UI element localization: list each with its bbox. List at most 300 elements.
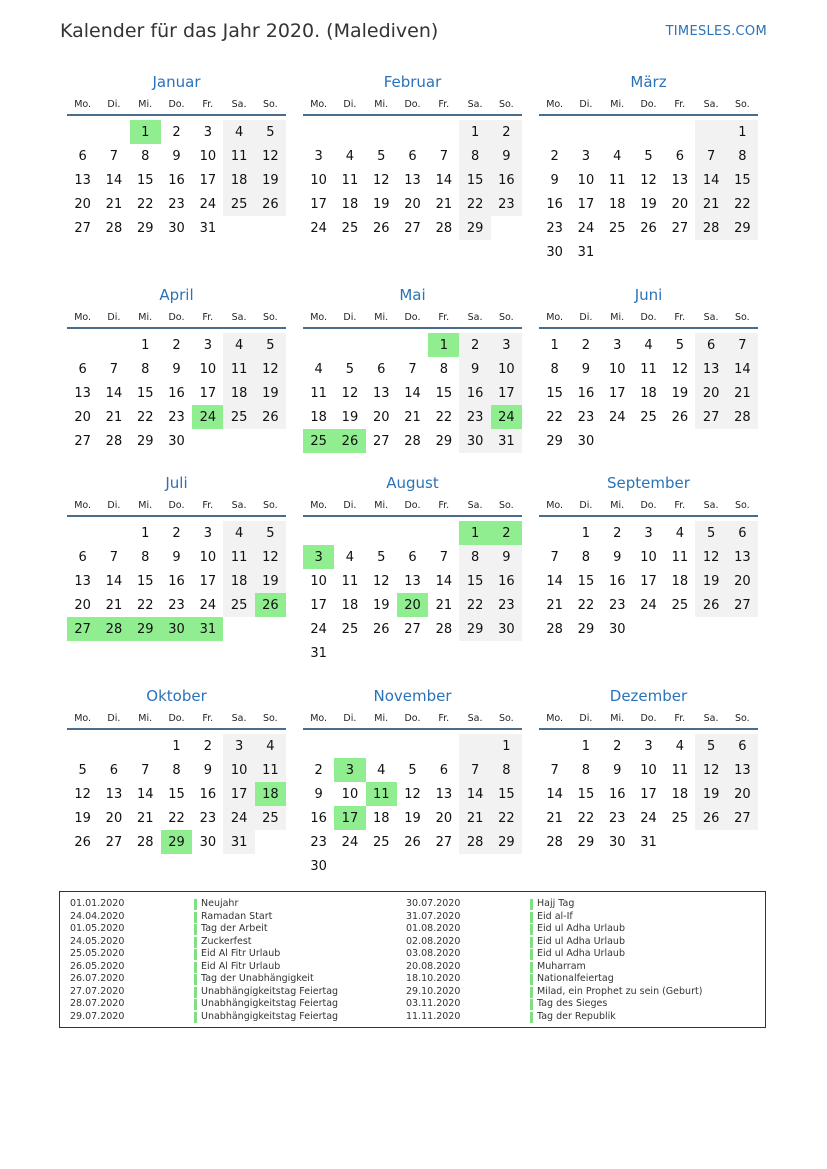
day-cell: 3: [203, 124, 212, 140]
legend-holiday-name: Eid al-If: [537, 910, 573, 922]
day-cell: 16: [491, 569, 522, 593]
weekday-label: Fr.: [438, 500, 450, 511]
month-dezember: [539, 686, 758, 854]
day-cell: 7: [439, 549, 448, 565]
legend-date: 26.05.2020: [70, 960, 125, 972]
day-cell: 22: [577, 810, 595, 826]
day-cell: 5: [255, 120, 286, 144]
day-cell: 14: [459, 782, 490, 806]
empty-cell: [303, 521, 334, 545]
day-cell: 21: [404, 409, 421, 425]
day-cell: 3: [203, 525, 212, 541]
empty-cell: [428, 120, 459, 144]
day-cell: 22: [136, 409, 154, 425]
holiday-day-cell: 24: [192, 405, 223, 429]
holiday-day-cell: 1: [130, 120, 161, 144]
day-cell: 23: [459, 405, 490, 429]
day-cell: 14: [695, 168, 726, 192]
month-september: [539, 473, 758, 641]
weekday-label: Mi.: [138, 500, 153, 511]
day-cell: 17: [640, 786, 657, 802]
day-cell: 20: [404, 196, 421, 212]
day-cell: 8: [141, 549, 150, 565]
weekday-label: Di.: [107, 312, 121, 323]
legend-date: 01.05.2020: [70, 923, 125, 934]
day-cell: 15: [546, 385, 563, 401]
day-grid: [303, 734, 522, 878]
day-cell: 30: [608, 621, 626, 637]
day-cell: 19: [372, 597, 390, 613]
day-cell: 27: [74, 220, 91, 236]
legend-holiday-name: Unabhängigkeitstag Feiertag: [201, 998, 339, 1009]
day-cell: 22: [459, 192, 490, 216]
legend-holiday-name: Nationalfeiertag: [537, 973, 614, 984]
day-cell: 20: [105, 810, 123, 826]
day-cell: 18: [608, 196, 626, 212]
empty-cell: [98, 521, 129, 545]
holiday-day-cell: 30: [161, 617, 192, 641]
weekday-label: Mi.: [138, 99, 153, 110]
weekday-label: Do.: [404, 312, 421, 323]
day-cell: 11: [223, 545, 254, 569]
day-cell: 25: [608, 220, 626, 236]
weekday-label: Do.: [640, 713, 657, 724]
weekday-header: [67, 712, 286, 730]
day-cell: 31: [491, 429, 522, 453]
day-cell: 7: [550, 762, 559, 778]
empty-cell: [633, 120, 664, 144]
legend-holiday-name: Eid ul Adha Urlaub: [537, 935, 625, 947]
day-cell: 13: [404, 172, 421, 188]
day-cell: 10: [199, 361, 217, 377]
day-cell: 5: [675, 337, 684, 353]
day-cell: 27: [372, 433, 390, 449]
day-cell: 11: [341, 573, 359, 589]
day-cell: 29: [136, 220, 154, 236]
legend-date: 24.04.2020: [70, 910, 125, 922]
day-cell: 15: [727, 168, 758, 192]
day-cell: 8: [581, 762, 591, 778]
weekday-header: [539, 712, 758, 730]
day-cell: 18: [310, 409, 327, 425]
day-cell: 22: [727, 192, 758, 216]
day-cell: 7: [109, 148, 119, 164]
day-cell: 27: [695, 405, 726, 429]
weekday-label: Do.: [168, 500, 185, 511]
day-cell: 18: [341, 597, 359, 613]
day-cell: 4: [345, 148, 355, 164]
weekday-label: So.: [734, 500, 750, 511]
day-cell: 4: [675, 525, 684, 541]
day-cell: 27: [105, 834, 123, 850]
day-cell: 1: [491, 734, 522, 758]
day-grid: [539, 333, 758, 453]
weekday-label: Sa.: [703, 312, 719, 323]
day-grid: [303, 333, 522, 453]
day-cell: 17: [608, 385, 626, 401]
day-cell: 27: [671, 220, 689, 236]
day-cell: 2: [581, 337, 591, 353]
weekday-header: [303, 98, 522, 116]
weekday-label: Fr.: [202, 500, 214, 511]
day-cell: 20: [74, 597, 91, 613]
day-cell: 7: [141, 762, 150, 778]
legend-date: 31.07.2020: [406, 910, 461, 922]
day-cell: 12: [74, 786, 91, 802]
weekday-label: Mi.: [610, 713, 625, 724]
day-cell: 17: [310, 196, 327, 212]
legend-date: 24.05.2020: [70, 935, 125, 947]
empty-cell: [303, 333, 334, 357]
empty-cell: [459, 734, 490, 758]
weekday-label: Di.: [107, 99, 121, 110]
legend-holiday-name: Tag der Republik: [537, 1010, 616, 1022]
weekday-label: Fr.: [674, 99, 686, 110]
day-cell: 17: [577, 196, 595, 212]
day-cell: 4: [377, 762, 386, 778]
legend-marker: [194, 899, 197, 910]
legend-date: 29.07.2020: [70, 1010, 125, 1022]
day-cell: 23: [608, 810, 626, 826]
month-name: Dezember: [609, 687, 688, 705]
day-cell: 2: [172, 124, 181, 140]
empty-cell: [334, 120, 365, 144]
weekday-header: [303, 311, 522, 329]
day-cell: 21: [105, 597, 123, 613]
day-cell: 17: [199, 172, 217, 188]
day-cell: 12: [255, 545, 286, 569]
empty-cell: [334, 734, 365, 758]
day-cell: 6: [675, 148, 684, 164]
legend-holiday-name: Tag des Sieges: [537, 998, 608, 1009]
page-title: Kalender für das Jahr 2020. (Malediven): [60, 20, 439, 42]
day-cell: 15: [459, 168, 490, 192]
month-name: Juli: [165, 474, 188, 492]
month-august: [303, 473, 522, 665]
day-cell: 6: [408, 549, 417, 565]
empty-cell: [570, 120, 601, 144]
legend-marker: [194, 974, 197, 985]
weekday-label: Mo.: [310, 500, 328, 511]
day-cell: 3: [644, 738, 653, 754]
day-cell: 29: [459, 617, 490, 641]
weekday-label: So.: [262, 500, 278, 511]
day-grid: [67, 521, 286, 641]
day-cell: 19: [372, 196, 390, 212]
day-cell: 19: [341, 409, 359, 425]
day-cell: 24: [608, 409, 626, 425]
day-cell: 6: [439, 762, 448, 778]
weekday-label: Mo.: [74, 713, 92, 724]
day-cell: 3: [581, 148, 591, 164]
day-cell: 25: [671, 810, 689, 826]
weekday-label: Sa.: [467, 312, 483, 323]
legend-date: 25.05.2020: [70, 948, 125, 959]
weekday-label: Mo.: [74, 312, 92, 323]
day-cell: 4: [345, 549, 355, 565]
day-cell: 16: [491, 168, 522, 192]
day-cell: 19: [695, 569, 726, 593]
day-cell: 28: [727, 405, 758, 429]
day-cell: 1: [550, 337, 559, 353]
day-cell: 10: [341, 786, 359, 802]
month-februar: [303, 72, 522, 240]
brand-link[interactable]: TIMESLES.COM: [665, 24, 767, 39]
day-cell: 3: [613, 337, 622, 353]
day-grid: [539, 734, 758, 854]
day-cell: 20: [435, 810, 453, 826]
day-cell: 3: [491, 333, 522, 357]
day-cell: 13: [727, 758, 758, 782]
day-cell: 18: [223, 168, 254, 192]
weekday-label: Do.: [168, 312, 185, 323]
weekday-label: Fr.: [438, 99, 450, 110]
day-cell: 28: [435, 220, 453, 236]
day-cell: 14: [435, 172, 453, 188]
day-cell: 25: [341, 621, 359, 637]
day-cell: 8: [459, 545, 490, 569]
weekday-label: Mo.: [310, 713, 328, 724]
day-cell: 13: [727, 545, 758, 569]
day-cell: 6: [78, 361, 87, 377]
day-cell: 25: [223, 192, 254, 216]
weekday-label: Sa.: [703, 500, 719, 511]
day-cell: 9: [172, 549, 181, 565]
day-cell: 23: [577, 409, 595, 425]
legend-marker: [194, 1012, 197, 1023]
legend-date: 20.08.2020: [406, 960, 461, 972]
holiday-day-cell: 26: [334, 429, 365, 453]
weekday-label: Sa.: [467, 99, 483, 110]
day-cell: 22: [168, 810, 185, 826]
day-cell: 9: [491, 545, 522, 569]
day-cell: 18: [671, 786, 689, 802]
legend-marker: [194, 987, 197, 998]
day-cell: 27: [74, 433, 91, 449]
day-cell: 4: [255, 734, 286, 758]
day-cell: 18: [671, 573, 689, 589]
weekday-label: So.: [734, 99, 750, 110]
weekday-label: So.: [262, 99, 278, 110]
weekday-label: Di.: [579, 99, 593, 110]
day-cell: 27: [727, 806, 758, 830]
day-cell: 25: [671, 597, 689, 613]
weekday-header: [539, 311, 758, 329]
day-cell: 28: [435, 621, 453, 637]
day-cell: 13: [74, 573, 91, 589]
legend-date: 01.08.2020: [406, 923, 461, 934]
day-cell: 15: [168, 786, 185, 802]
empty-cell: [397, 120, 428, 144]
empty-cell: [428, 521, 459, 545]
day-cell: 23: [168, 409, 185, 425]
day-cell: 7: [727, 333, 758, 357]
day-cell: 23: [168, 196, 185, 212]
day-cell: 8: [141, 361, 150, 377]
day-cell: 21: [136, 810, 154, 826]
day-cell: 31: [223, 830, 254, 854]
day-cell: 31: [577, 244, 595, 260]
day-cell: 20: [372, 409, 390, 425]
day-cell: 30: [608, 834, 626, 850]
legend-holiday-name: Unabhängigkeitstag Feiertag: [201, 985, 339, 997]
month-name: Oktober: [146, 687, 207, 705]
day-cell: 10: [199, 148, 217, 164]
weekday-label: Mi.: [374, 99, 389, 110]
weekday-label: Fr.: [202, 713, 214, 724]
day-cell: 6: [727, 521, 758, 545]
holiday-day-cell: 27: [67, 617, 98, 641]
day-cell: 11: [255, 758, 286, 782]
day-cell: 8: [439, 361, 448, 377]
day-cell: 6: [695, 333, 726, 357]
weekday-label: Di.: [579, 713, 593, 724]
day-cell: 16: [168, 172, 185, 188]
weekday-label: Fr.: [202, 312, 214, 323]
legend-holiday-name: Zuckerfest: [201, 935, 252, 947]
legend-marker: [530, 974, 533, 985]
day-cell: 26: [255, 192, 286, 216]
weekday-label: Do.: [640, 500, 657, 511]
day-cell: 10: [640, 549, 657, 565]
weekday-label: Mo.: [546, 99, 564, 110]
day-cell: 25: [223, 593, 254, 617]
day-cell: 22: [435, 409, 453, 425]
day-cell: 11: [671, 762, 689, 778]
day-cell: 10: [608, 361, 626, 377]
month-märz: [539, 72, 758, 264]
day-grid: [303, 120, 522, 240]
legend-holiday-name: Hajj Tag: [537, 898, 575, 909]
weekday-label: Mo.: [310, 99, 328, 110]
legend-holiday-name: Ramadan Start: [201, 910, 273, 922]
holiday-day-cell: 31: [192, 617, 223, 641]
weekday-header: [67, 98, 286, 116]
weekday-label: Do.: [404, 500, 421, 511]
holiday-day-cell: 18: [255, 782, 286, 806]
legend-marker: [530, 924, 533, 935]
day-cell: 23: [310, 834, 327, 850]
day-cell: 15: [435, 385, 453, 401]
empty-cell: [397, 333, 428, 357]
holiday-day-cell: 20: [397, 593, 428, 617]
month-oktober: [67, 686, 286, 854]
month-april: [67, 285, 286, 453]
day-cell: 2: [550, 148, 559, 164]
day-cell: 2: [613, 525, 622, 541]
day-cell: 4: [675, 738, 684, 754]
weekday-label: Fr.: [674, 500, 686, 511]
day-cell: 8: [550, 361, 559, 377]
day-grid: [303, 521, 522, 665]
day-cell: 4: [644, 337, 653, 353]
legend-date: 27.07.2020: [70, 985, 125, 997]
day-cell: 25: [255, 806, 286, 830]
day-cell: 2: [172, 525, 181, 541]
day-cell: 18: [223, 381, 254, 405]
day-cell: 6: [727, 734, 758, 758]
day-cell: 3: [314, 148, 323, 164]
empty-cell: [397, 521, 428, 545]
legend-marker: [530, 987, 533, 998]
day-cell: 8: [491, 758, 522, 782]
month-name: März: [630, 73, 667, 91]
day-cell: 30: [459, 429, 490, 453]
holiday-day-cell: 29: [130, 617, 161, 641]
weekday-label: Mi.: [138, 713, 153, 724]
weekday-label: Di.: [343, 99, 357, 110]
day-cell: 28: [404, 433, 421, 449]
day-cell: 13: [372, 385, 390, 401]
day-cell: 20: [671, 196, 689, 212]
day-cell: 17: [640, 573, 657, 589]
empty-cell: [539, 734, 570, 758]
day-cell: 21: [546, 597, 563, 613]
month-mai: [303, 285, 522, 453]
holiday-day-cell: 2: [491, 521, 522, 545]
day-cell: 8: [459, 144, 490, 168]
day-cell: 12: [640, 172, 657, 188]
weekday-label: Sa.: [703, 713, 719, 724]
day-cell: 20: [727, 782, 758, 806]
holiday-day-cell: 29: [161, 830, 192, 854]
day-cell: 28: [136, 834, 154, 850]
day-cell: 30: [168, 433, 185, 449]
empty-cell: [67, 521, 98, 545]
weekday-label: Mi.: [374, 312, 389, 323]
empty-cell: [98, 734, 129, 758]
day-cell: 7: [408, 361, 417, 377]
weekday-label: So.: [498, 713, 514, 724]
day-cell: 16: [608, 786, 626, 802]
day-cell: 22: [136, 196, 154, 212]
day-cell: 11: [671, 549, 689, 565]
day-cell: 11: [223, 144, 254, 168]
empty-cell: [303, 120, 334, 144]
day-cell: 21: [459, 806, 490, 830]
day-cell: 2: [459, 333, 490, 357]
holiday-legend: [59, 891, 766, 1028]
day-cell: 16: [608, 573, 626, 589]
day-cell: 6: [78, 148, 87, 164]
day-cell: 22: [491, 806, 522, 830]
day-cell: 16: [577, 385, 595, 401]
day-cell: 29: [546, 433, 563, 449]
day-cell: 29: [577, 621, 595, 637]
day-cell: 24: [310, 220, 327, 236]
day-cell: 17: [199, 573, 217, 589]
day-cell: 1: [459, 120, 490, 144]
day-cell: 21: [546, 810, 563, 826]
day-cell: 28: [105, 220, 123, 236]
legend-date: 03.08.2020: [406, 948, 461, 959]
day-cell: 3: [203, 337, 212, 353]
day-cell: 5: [695, 521, 726, 545]
day-cell: 1: [581, 525, 591, 541]
month-januar: [67, 72, 286, 240]
day-cell: 8: [141, 148, 150, 164]
day-cell: 27: [404, 220, 421, 236]
legend-marker: [530, 1012, 533, 1023]
day-cell: 15: [459, 569, 490, 593]
day-cell: 19: [671, 385, 689, 401]
weekday-label: Sa.: [467, 500, 483, 511]
legend-date: 30.07.2020: [406, 898, 461, 909]
empty-cell: [366, 120, 397, 144]
weekday-label: Do.: [404, 99, 421, 110]
day-cell: 23: [546, 220, 563, 236]
weekday-label: Mi.: [138, 312, 153, 323]
